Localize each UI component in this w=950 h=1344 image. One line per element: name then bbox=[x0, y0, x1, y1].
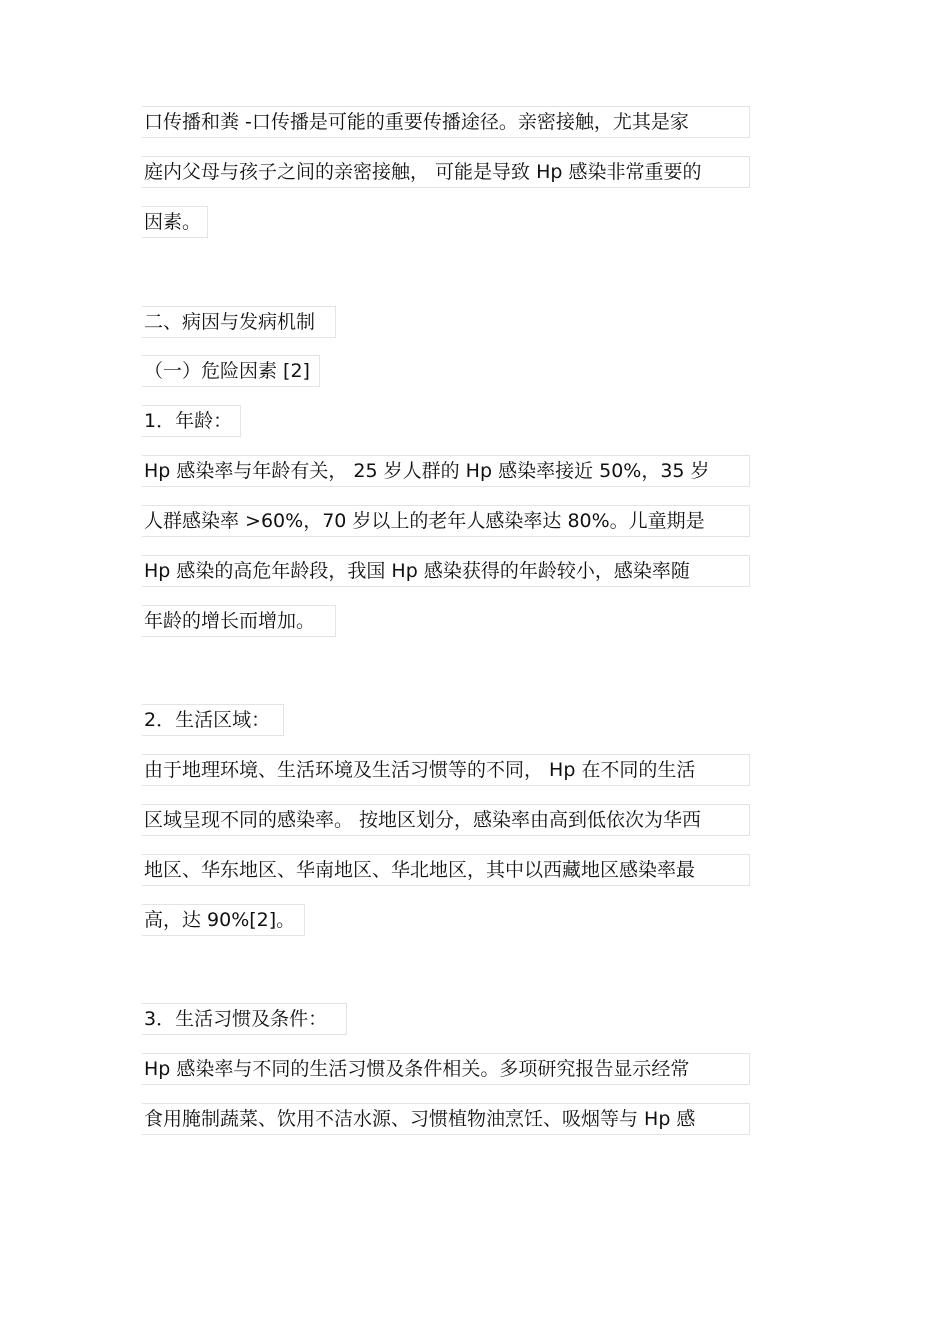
section-heading: 二、病因与发病机制 bbox=[142, 306, 336, 338]
item-heading: 3．生活习惯及条件： bbox=[142, 1003, 347, 1035]
subsection-heading: （一）危险因素 [2] bbox=[142, 355, 320, 387]
text-line: 地区、华东地区、华南地区、华北地区，其中以西藏地区感染率最 bbox=[142, 854, 750, 886]
text-line: Hp 感染的高危年龄段，我国 Hp 感染获得的年龄较小，感染率随 bbox=[142, 555, 750, 587]
text-line: 由于地理环境、生活环境及生活习惯等的不同， Hp 在不同的生活 bbox=[142, 754, 750, 786]
text-line: 人群感染率 >60%，70 岁以上的老年人感染率达 80%。儿童期是 bbox=[142, 505, 750, 537]
text-line: 食用腌制蔬菜、饮用不洁水源、习惯植物油烹饪、吸烟等与 Hp 感 bbox=[142, 1103, 750, 1135]
item-heading: 1．年龄： bbox=[142, 405, 241, 437]
text-line: 因素。 bbox=[142, 206, 208, 238]
text-line: Hp 感染率与不同的生活习惯及条件相关。多项研究报告显示经常 bbox=[142, 1053, 750, 1085]
text-line: 年龄的增长而增加。 bbox=[142, 605, 336, 637]
text-line: 高，达 90%[2]。 bbox=[142, 904, 305, 936]
item-heading: 2．生活区域： bbox=[142, 704, 284, 736]
text-line: 区域呈现不同的感染率。 按地区划分，感染率由高到低依次为华西 bbox=[142, 804, 750, 836]
text-line: 口传播和粪 -口传播是可能的重要传播途径。亲密接触，尤其是家 bbox=[142, 106, 750, 138]
text-line: Hp 感染率与年龄有关， 25 岁人群的 Hp 感染率接近 50%，35 岁 bbox=[142, 455, 750, 487]
text-line: 庭内父母与孩子之间的亲密接触， 可能是导致 Hp 感染非常重要的 bbox=[142, 156, 750, 188]
